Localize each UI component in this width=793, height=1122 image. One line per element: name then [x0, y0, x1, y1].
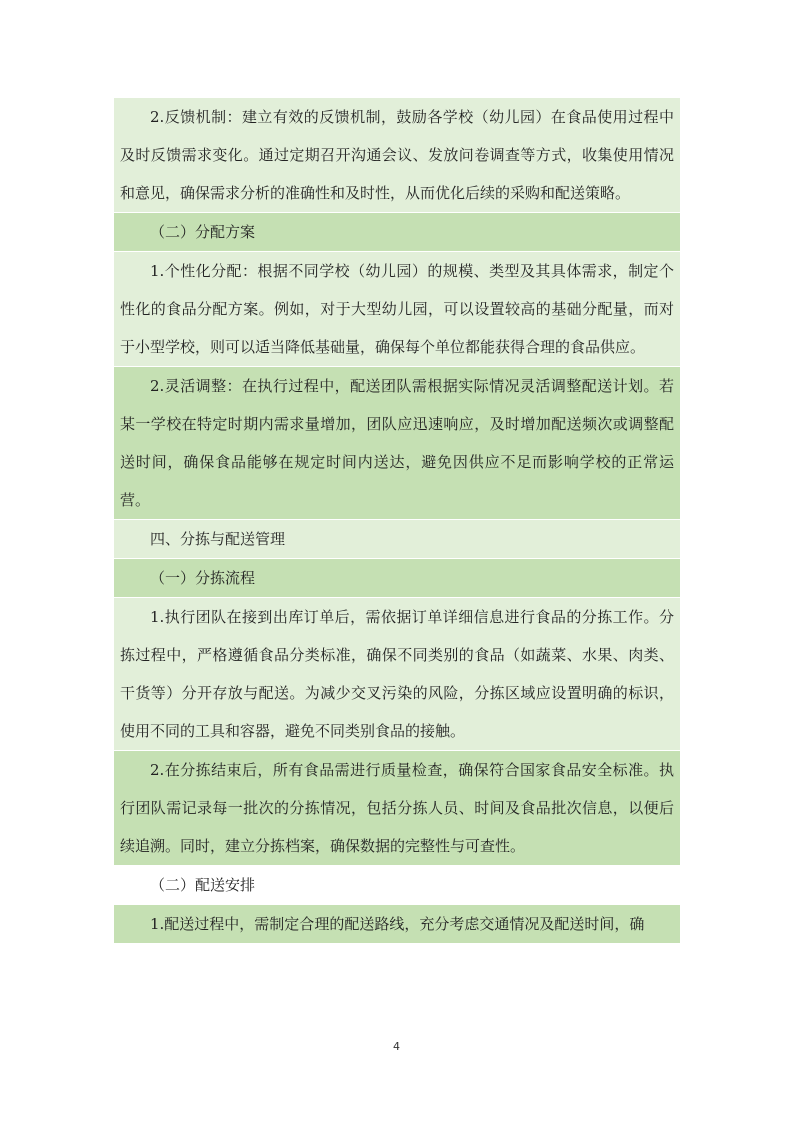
paragraph-personalized-allocation: 1.个性化分配：根据不同学校（幼儿园）的规模、类型及其具体需求，制定个性化的食品分配方案。例如，对于大型幼儿园，可以设置较高的基础分配量，而对于小型学校，则可以适当降低基础量，确保每个单位都能获得合理的食品供应。 [114, 251, 680, 366]
heading-sorting-delivery-management: 四、分拣与配送管理 [114, 519, 680, 558]
paragraph-sorting-step-1: 1.执行团队在接到出库订单后，需依据订单详细信息进行食品的分拣工作。分拣过程中，严格遵循食品分类标准，确保不同类别的食品（如蔬菜、水果、肉类、干货等）分开存放与配送。为减少交叉污染的风险，分拣区域应设置明确的标识，使用不同的工具和容器，避免不同类别食品的接触。 [114, 597, 680, 750]
paragraph-sorting-step-2: 2.在分拣结束后，所有食品需进行质量检查，确保符合国家食品安全标准。执行团队需记录每一批次的分拣情况，包括分拣人员、时间及食品批次信息，以便后续追溯。同时，建立分拣档案，确保数据的完整性与可查性。 [114, 750, 680, 865]
heading-allocation-plan: （二）分配方案 [114, 212, 680, 251]
paragraph-delivery-step-1: 1.配送过程中，需制定合理的配送路线，充分考虑交通情况及配送时间，确 [114, 904, 680, 943]
heading-sorting-process: （一）分拣流程 [114, 558, 680, 597]
heading-delivery-arrangement: （二）配送安排 [114, 865, 680, 904]
paragraph-flexible-adjustment: 2.灵活调整：在执行过程中，配送团队需根据实际情况灵活调整配送计划。若某一学校在特定时期内需求量增加，团队应迅速响应，及时增加配送频次或调整配送时间，确保食品能够在规定时间内送达，避免因供应不足而影响学校的正常运营。 [114, 366, 680, 519]
page-number: 4 [393, 1040, 400, 1053]
paragraph-feedback-mechanism: 2.反馈机制：建立有效的反馈机制，鼓励各学校（幼儿园）在食品使用过程中及时反馈需求变化。通过定期召开沟通会议、发放问卷调查等方式，收集使用情况和意见，确保需求分析的准确性和及时性，从而优化后续的采购和配送策略。 [114, 97, 680, 212]
document-body [114, 97, 680, 943]
